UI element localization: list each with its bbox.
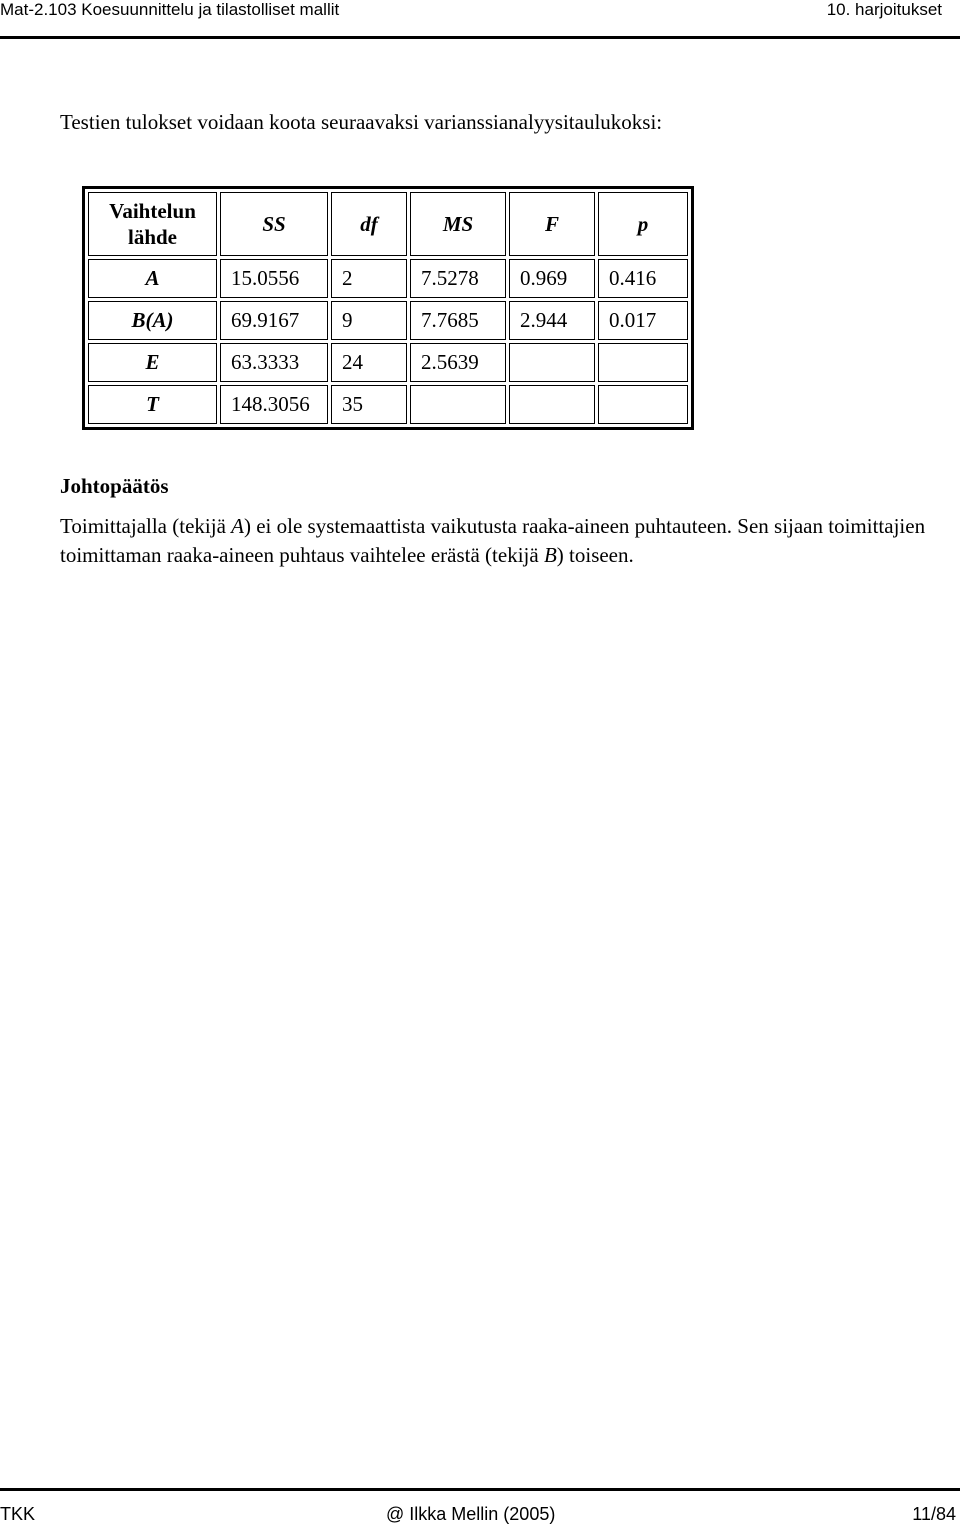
header-ss: SS: [220, 192, 328, 256]
page-footer: [0, 1488, 960, 1528]
header-source: Vaihtelun lähde: [88, 192, 217, 256]
page-number: 11/84: [912, 1504, 956, 1524]
row-source: E: [88, 343, 217, 382]
footer-institution: TKK: [0, 1504, 36, 1524]
row-f: [509, 385, 595, 424]
row-source: B(A): [88, 301, 217, 340]
row-ms: 7.7685: [410, 301, 506, 340]
row-p: 0.017: [598, 301, 688, 340]
header-p: p: [598, 192, 688, 256]
table-row: [88, 259, 688, 298]
row-df: 35: [331, 385, 407, 424]
intro-text: Testien tulokset voidaan koota seuraavaksi varianssianalyysitaulukoksi:: [60, 110, 663, 134]
table-row: [88, 301, 688, 340]
row-p: 0.416: [598, 259, 688, 298]
row-df: 9: [331, 301, 407, 340]
header-df: df: [331, 192, 407, 256]
header-ms: MS: [410, 192, 506, 256]
row-f: [509, 343, 595, 382]
row-df: 24: [331, 343, 407, 382]
row-ss: 148.3056: [220, 385, 328, 424]
row-ss: 63.3333: [220, 343, 328, 382]
row-ss: 15.0556: [220, 259, 328, 298]
row-source: A: [88, 259, 217, 298]
table-header-row: [88, 192, 688, 256]
page-header: [0, 0, 960, 40]
row-source: T: [88, 385, 217, 424]
row-p: [598, 385, 688, 424]
row-f: 2.944: [509, 301, 595, 340]
row-ss: 69.9167: [220, 301, 328, 340]
conclusion-paragraph: Toimittajalla (tekijä A) ei ole systemaattista vaikutusta raaka-aineen puhtauteen. Sen sijaan toimittajien toimittaman raaka-aineen puhtaus vaihtelee erästä (tekijä B) toiseen.: [60, 514, 926, 567]
header-f: F: [509, 192, 595, 256]
row-ms: [410, 385, 506, 424]
exercise-title: 10. harjoitukset: [826, 0, 942, 19]
footer-author: @ Ilkka Mellin (2005): [386, 1504, 556, 1524]
header-rule: [0, 36, 960, 39]
row-ms: 7.5278: [410, 259, 506, 298]
row-f: 0.969: [509, 259, 595, 298]
anova-table: [82, 186, 694, 430]
row-ms: 2.5639: [410, 343, 506, 382]
table-row: [88, 385, 688, 424]
row-p: [598, 343, 688, 382]
conclusion-heading: Johtopäätös: [60, 474, 169, 498]
course-title: Mat-2.103 Koesuunnittelu ja tilastolliset mallit: [0, 0, 340, 19]
footer-rule: [0, 1488, 960, 1491]
row-df: 2: [331, 259, 407, 298]
table-row: [88, 343, 688, 382]
